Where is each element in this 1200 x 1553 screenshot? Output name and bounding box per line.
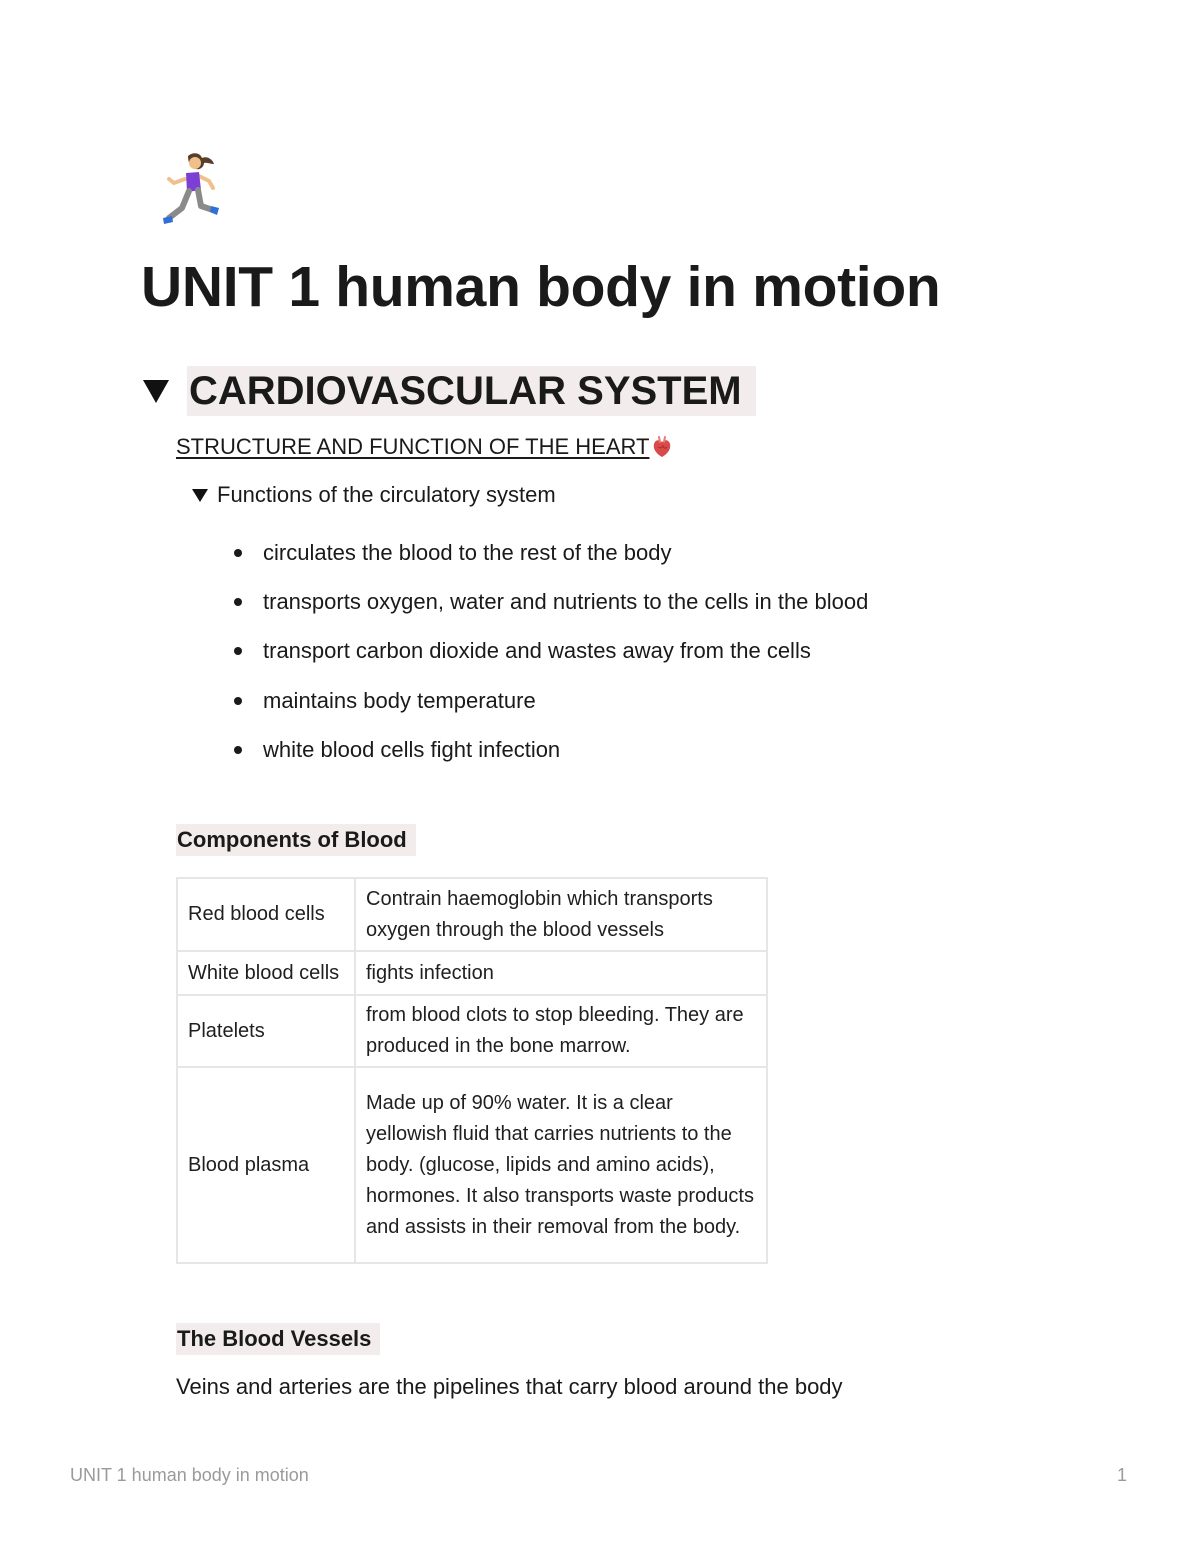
table-cell-desc: from blood clots to stop bleeding. They are produced in the bone marrow. bbox=[355, 995, 767, 1067]
components-heading: Components of Blood bbox=[176, 824, 416, 856]
bullet-dot bbox=[234, 549, 242, 557]
table-cell-name: White blood cells bbox=[177, 951, 355, 995]
functions-list bbox=[232, 528, 868, 774]
table-cell-desc: fights infection bbox=[355, 951, 767, 995]
running-woman-icon bbox=[158, 150, 222, 234]
triangle-down-icon[interactable] bbox=[191, 487, 209, 503]
list-item-text: white blood cells fight infection bbox=[263, 736, 561, 762]
list-item bbox=[232, 528, 868, 577]
blood-vessels-text: Veins and arteries are the pipelines that carry blood around the body bbox=[176, 1374, 843, 1399]
footer-title: UNIT 1 human body in motion bbox=[70, 1465, 309, 1485]
table-cell-desc: Made up of 90% water. It is a clear yellowish fluid that carries nutrients to the body. (glucose, lipids and amino acids), hormones. It also transports waste products and assists in their removal from the body. bbox=[355, 1067, 767, 1263]
functions-heading: Functions of the circulatory system bbox=[217, 482, 556, 507]
list-item bbox=[232, 676, 868, 725]
footer-page-number: 1 bbox=[1117, 1465, 1128, 1485]
blood-components-table bbox=[176, 877, 768, 1264]
list-item bbox=[232, 725, 868, 774]
functions-toggle[interactable] bbox=[191, 480, 556, 510]
list-item-text: transport carbon dioxide and wastes away from the cells bbox=[263, 638, 811, 664]
triangle-down-icon[interactable] bbox=[141, 376, 171, 406]
table-row bbox=[177, 1067, 767, 1263]
blood-vessels-heading: The Blood Vessels bbox=[176, 1323, 380, 1355]
table-cell-desc: Contrain haemoglobin which transports oxygen through the blood vessels bbox=[355, 878, 767, 951]
table-cell-name: Platelets bbox=[177, 995, 355, 1067]
heart-structure-link-text[interactable]: STRUCTURE AND FUNCTION OF THE HEART bbox=[176, 434, 650, 459]
heart-structure-link[interactable] bbox=[176, 432, 673, 462]
bullet-dot bbox=[234, 746, 242, 754]
table-cell-name: Blood plasma bbox=[177, 1067, 355, 1263]
list-item-text: transports oxygen, water and nutrients to the cells in the blood bbox=[263, 588, 869, 614]
list-item-text: circulates the blood to the rest of the body bbox=[263, 539, 672, 565]
table-row bbox=[177, 878, 767, 951]
table-row bbox=[177, 951, 767, 995]
list-item bbox=[232, 577, 868, 626]
bullet-dot bbox=[234, 697, 242, 705]
bullet-dot bbox=[234, 647, 242, 655]
bullet-dot bbox=[234, 598, 242, 606]
cardiovascular-heading: CARDIOVASCULAR SYSTEM bbox=[187, 366, 756, 416]
page-title: UNIT 1 human body in motion bbox=[141, 255, 941, 319]
list-item-text: maintains body temperature bbox=[263, 687, 536, 713]
list-item bbox=[232, 627, 868, 676]
anatomical-heart-icon bbox=[651, 435, 673, 459]
table-cell-name: Red blood cells bbox=[177, 878, 355, 951]
cardiovascular-toggle[interactable] bbox=[141, 366, 756, 416]
table-row bbox=[177, 995, 767, 1067]
